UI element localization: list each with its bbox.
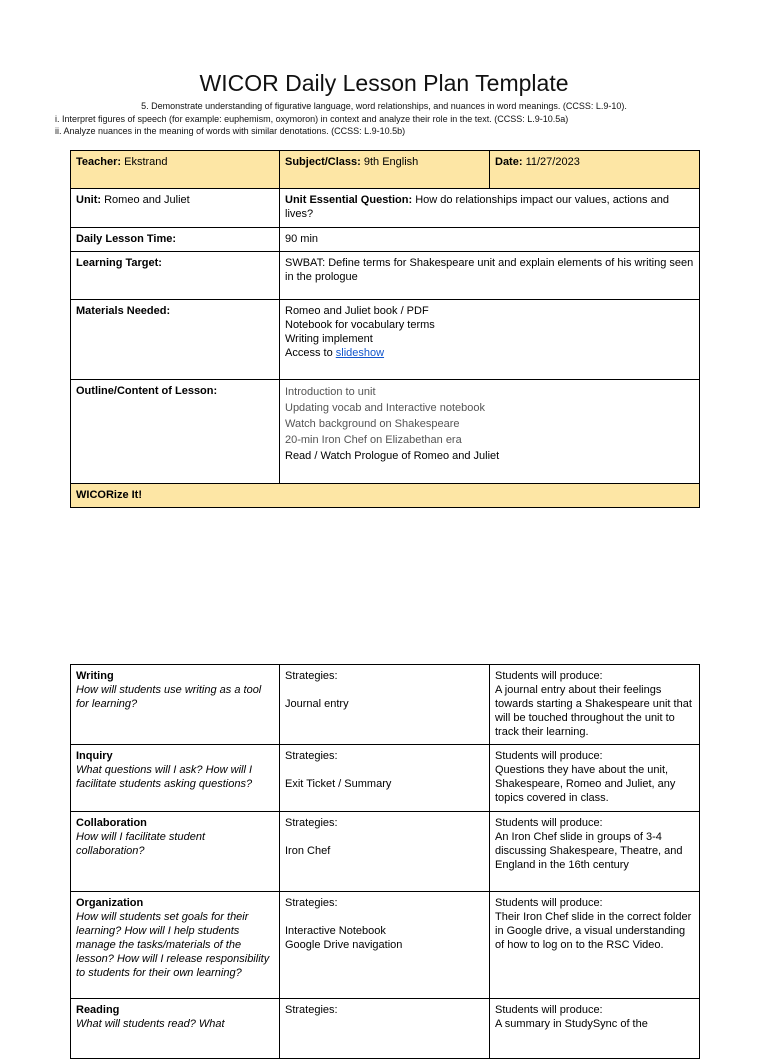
- produce-label: Students will produce:: [495, 1004, 603, 1016]
- outline-item: Watch background on Shakespeare: [285, 418, 460, 430]
- wicor-produce: [490, 665, 700, 745]
- lesson-time-label: Daily Lesson Time:: [71, 228, 280, 252]
- standard-sub-i: i. Interpret figures of speech (for example: euphemism, oxymoron) in context and analyze their role in the text. (CCSS: L.9-10.5a): [55, 114, 569, 124]
- lesson-plan-table: [70, 150, 700, 508]
- subject-cell: [280, 151, 490, 189]
- essential-question-label: Unit Essential Question:: [285, 194, 413, 206]
- wicor-title: Collaboration: [76, 817, 147, 829]
- strategy-item: Exit Ticket / Summary: [285, 778, 392, 790]
- unit-label: Unit:: [76, 194, 102, 206]
- wicor-row-reading: [71, 999, 280, 1059]
- wicor-strategies: [280, 812, 490, 892]
- produce-label: Students will produce:: [495, 817, 603, 829]
- strategies-label: Strategies:: [285, 670, 338, 682]
- outline-item: Updating vocab and Interactive notebook: [285, 402, 485, 414]
- wicor-title: Organization: [76, 897, 144, 909]
- strategies-label: Strategies:: [285, 817, 338, 829]
- strategies-label: Strategies:: [285, 897, 338, 909]
- wicor-strategies: [280, 892, 490, 999]
- produce-text: Their Iron Chef slide in the correct folder in Google drive, a visual understanding of how to log on to the RSC Video.: [495, 911, 692, 951]
- produce-text: Questions they have about the unit, Shakespeare, Romeo and Juliet, any topics covered in class.: [495, 764, 676, 804]
- wicor-strategies: [280, 999, 490, 1059]
- wicor-row-writing: [71, 665, 280, 745]
- outline-item: Read / Watch Prologue of Romeo and Juliet: [285, 450, 500, 462]
- wicor-row-inquiry: [71, 745, 280, 812]
- essential-question-value: How do relationships impact our values, actions and lives?: [285, 194, 669, 220]
- materials-item: Notebook for vocabulary terms: [285, 319, 435, 331]
- strategies-label: Strategies:: [285, 1004, 338, 1016]
- wicor-strategies: [280, 745, 490, 812]
- outline-item: 20-min Iron Chef on Elizabethan era: [285, 434, 462, 446]
- strategy-item: Google Drive navigation: [285, 939, 403, 951]
- materials-label: Materials Needed:: [71, 300, 280, 380]
- produce-label: Students will produce:: [495, 750, 603, 762]
- materials-item: Romeo and Juliet book / PDF: [285, 305, 429, 317]
- wicor-strategies: [280, 665, 490, 745]
- wicor-question: What will students read? What: [76, 1018, 225, 1030]
- wicor-produce: [490, 999, 700, 1059]
- wicor-question: How will students use writing as a tool for learning?: [76, 684, 262, 710]
- subject-value: 9th English: [363, 156, 419, 168]
- standard-sub-ii: ii. Analyze nuances in the meaning of words with similar denotations. (CCSS: L.9-10.5b): [55, 126, 406, 136]
- produce-label: Students will produce:: [495, 670, 603, 682]
- learning-target-value: SWBAT: Define terms for Shakespeare unit and explain elements of his writing seen in the prologue: [280, 252, 700, 300]
- slideshow-link[interactable]: slideshow: [335, 347, 385, 359]
- learning-target-label: Learning Target:: [71, 252, 280, 300]
- unit-value: Romeo and Juliet: [104, 194, 190, 206]
- lesson-time-value: 90 min: [280, 228, 700, 252]
- subject-label: Subject/Class:: [285, 156, 361, 168]
- teacher-label: Teacher:: [76, 156, 122, 168]
- wicor-title: Inquiry: [76, 750, 113, 762]
- wicor-row-organization: [71, 892, 280, 999]
- outline-item: Introduction to unit: [285, 386, 376, 398]
- date-cell: [490, 151, 700, 189]
- wicor-produce: [490, 812, 700, 892]
- produce-text: An Iron Chef slide in groups of 3-4 discussing Shakespeare, Theatre, and England in the 16th century: [495, 831, 683, 871]
- strategies-label: Strategies:: [285, 750, 338, 762]
- teacher-cell: [71, 151, 280, 189]
- page-title: WICOR Daily Lesson Plan Template: [199, 70, 569, 96]
- wicorize-heading: WICORize It!: [71, 484, 700, 508]
- essential-question-cell: [280, 189, 700, 228]
- materials-item: Writing implement: [285, 333, 373, 345]
- wicor-title: Writing: [76, 670, 114, 682]
- materials-access: [285, 346, 694, 360]
- unit-cell: [71, 189, 280, 228]
- wicor-row-collaboration: [71, 812, 280, 892]
- wicor-table: [70, 664, 700, 1059]
- wicor-title: Reading: [76, 1004, 120, 1016]
- wicor-produce: [490, 745, 700, 812]
- standard-main: 5. Demonstrate understanding of figurative language, word relationships, and nuances in word meanings. (CCSS: L.9-10).: [141, 101, 627, 111]
- wicor-question: How will students set goals for their learning? How will I help students manage the tasks/materials of the lesson? How will I release responsibility to students for their own learning?: [76, 911, 270, 979]
- produce-label: Students will produce:: [495, 897, 603, 909]
- produce-text: A summary in StudySync of the: [495, 1018, 648, 1030]
- materials-list: [280, 300, 700, 380]
- teacher-value: Ekstrand: [124, 156, 168, 168]
- produce-text: A journal entry about their feelings towards starting a Shakespeare unit that will be touched throughout the unit to track their learning.: [495, 684, 692, 738]
- materials-access-text: Access to: [285, 347, 333, 359]
- wicor-question: How will I facilitate student collaboration?: [76, 831, 205, 857]
- date-label: Date:: [495, 156, 523, 168]
- wicor-question: What questions will I ask? How will I facilitate students asking questions?: [76, 764, 253, 790]
- strategy-item: Interactive Notebook: [285, 925, 386, 937]
- outline-label: Outline/Content of Lesson:: [71, 380, 280, 484]
- outline-list: [280, 380, 700, 484]
- strategy-item: Iron Chef: [285, 845, 331, 857]
- date-value: 11/27/2023: [525, 156, 580, 168]
- wicor-produce: [490, 892, 700, 999]
- strategy-item: Journal entry: [285, 698, 349, 710]
